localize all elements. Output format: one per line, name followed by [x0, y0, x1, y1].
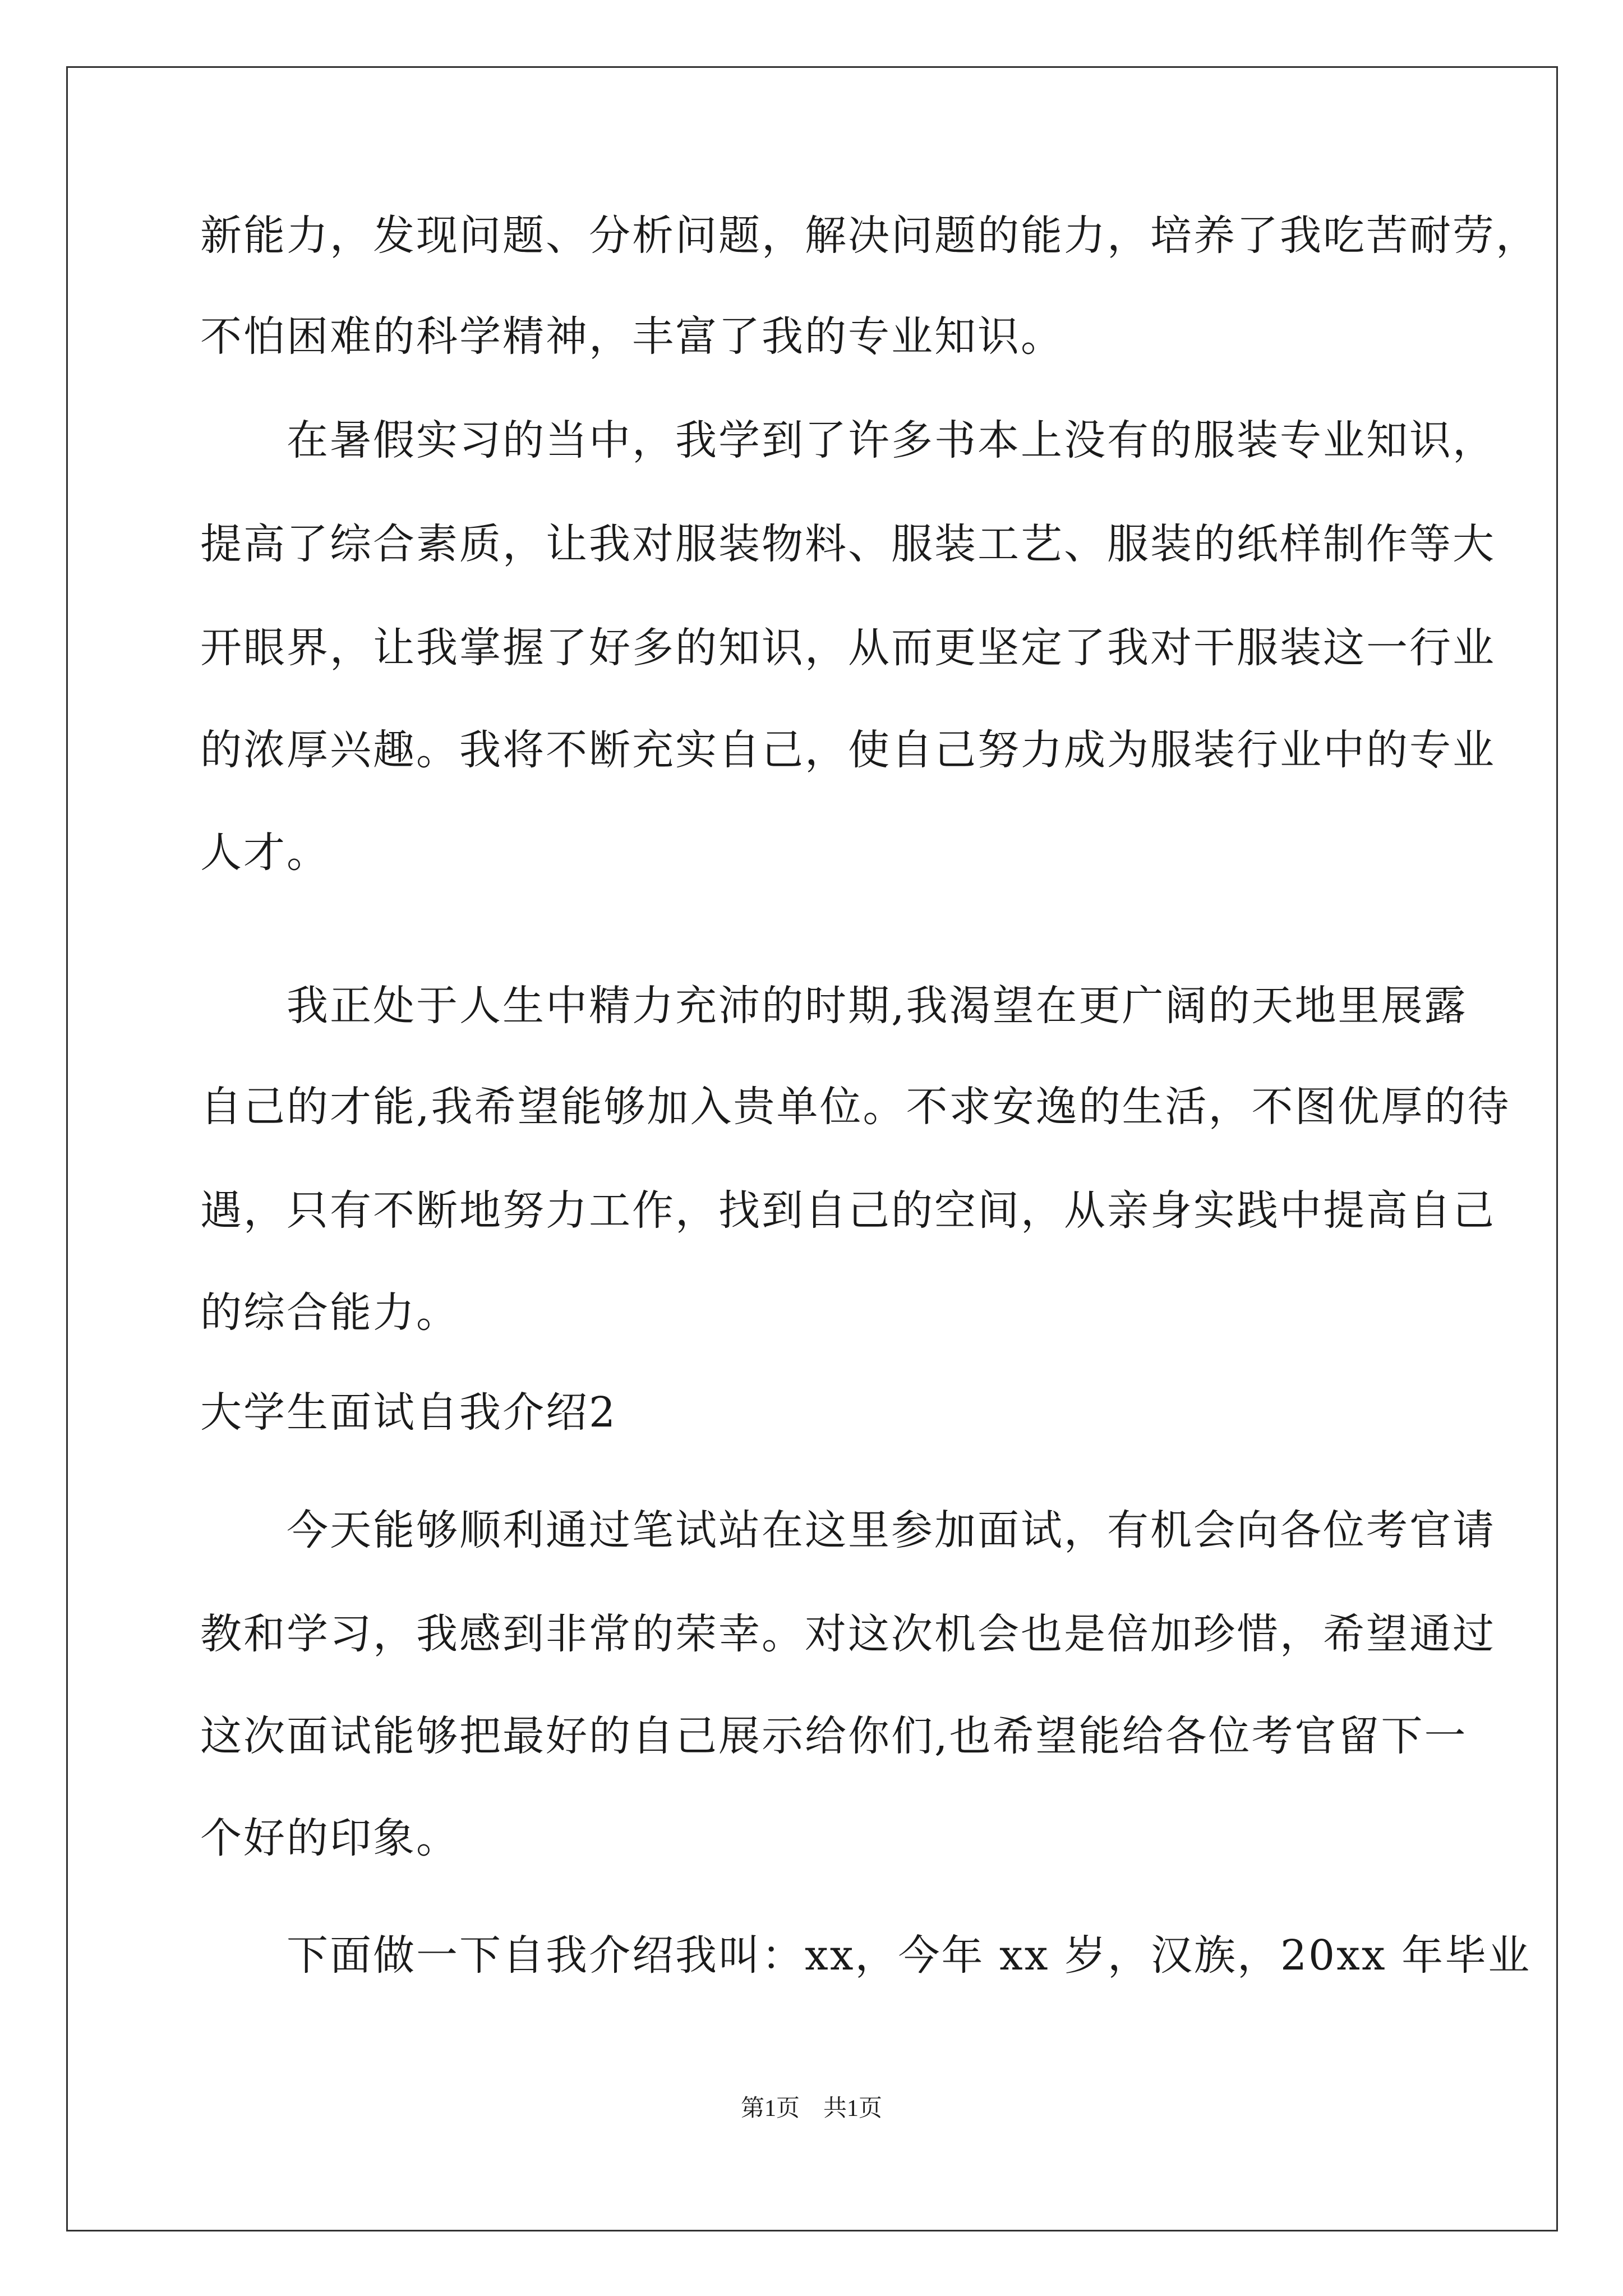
text-line: 我正处于人生中精力充沛的时期,我渴望在更广阔的天地里展露	[200, 982, 1468, 1030]
text-line: 的浓厚兴趣。我将不断充实自己，使自己努力成为服装行业中的专业	[200, 726, 1496, 774]
text-line: 教和学习，我感到非常的荣幸。对这次机会也是倍加珍惜，希望通过	[200, 1610, 1496, 1658]
text-line: 遇，只有不断地努力工作，找到自己的空间，从亲身实践中提高自己	[200, 1186, 1496, 1235]
text-line: 这次面试能够把最好的自己展示给你们,也希望能给各位考官留下一	[200, 1712, 1468, 1760]
text-line: 下面做一下自我介绍我叫：xx，今年 xx 岁，汉族，20xx 年毕业	[200, 1931, 1532, 1980]
section-heading: 大学生面试自我介绍2	[200, 1388, 617, 1437]
text-line: 不怕困难的科学精神，丰富了我的专业知识。	[200, 312, 1064, 361]
text-line: 新能力，发现问题、分析问题，解决问题的能力，培养了我吃苦耐劳，	[200, 211, 1539, 260]
text-line: 提高了综合素质，让我对服装物料、服装工艺、服装的纸样制作等大	[200, 520, 1496, 568]
text-line: 自己的才能,我希望能够加入贵单位。不求安逸的生活，不图优厚的待	[200, 1083, 1511, 1131]
page-border	[66, 66, 1558, 2231]
text-line: 个好的印象。	[200, 1814, 459, 1862]
text-line: 开眼界，让我掌握了好多的知识，从而更坚定了我对干服装这一行业	[200, 624, 1496, 672]
text-line: 人才。	[200, 829, 330, 877]
text-line: 的综合能力。	[200, 1289, 459, 1337]
page-footer: 第1页 共1页	[740, 2096, 882, 2122]
text-line: 在暑假实习的当中，我学到了许多书本上没有的服装专业知识，	[200, 416, 1496, 464]
text-line: 今天能够顺利通过笔试站在这里参加面试，有机会向各位考官请	[200, 1506, 1496, 1554]
